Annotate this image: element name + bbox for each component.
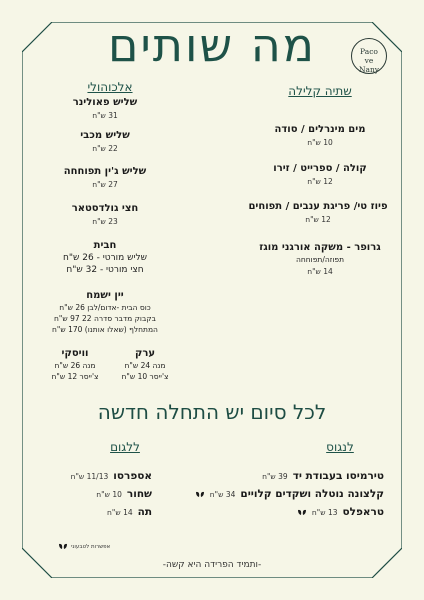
page-title: מה שותים	[107, 18, 317, 72]
light-heading: שתיה קלילה	[288, 84, 352, 98]
list-item: קלצונה נוטלה ושקדים קלויים 34 ש"ח	[195, 488, 384, 500]
list-item: טראפלס 13 ש"ח	[297, 506, 384, 518]
alcoholic-heading: אלכוהולי	[87, 80, 133, 94]
list-item: שליש פאולינר 31 ש"ח	[72, 97, 138, 120]
list-item: פיוז טי/ פריגת ענבים / תפוחים 12 ש"ח	[248, 201, 388, 224]
sip-heading: ללגום	[110, 440, 140, 454]
list-item: שליש ג'ין תפוחחה 27 ש"ח	[63, 166, 147, 189]
logo: Paco ve Nany	[351, 38, 387, 74]
list-item: שליש מכבי 22 ש"ח	[80, 130, 130, 153]
list-item: קולה / ספרייט / זירו 12 ש"ח	[273, 163, 367, 186]
list-item: גרופר - משקה אורגני מוגז תפוזה/תפוחחה 14 ש"ח	[259, 242, 381, 276]
keg-item: חבית שליש מורטי - 26 ש"ח חצי מורטי - 32 ש"ח	[63, 240, 147, 275]
list-item: חצי גולדסטאר 23 ש"ח	[71, 203, 139, 226]
leaf-icon	[297, 509, 307, 516]
list-item: אספרסו 11/13 ש"ח	[70, 470, 152, 482]
list-item: טירמיסו בעבודת יד 39 ש"ח	[262, 470, 384, 482]
arak-item: ערק מנה 24 ש"ח צ'ייסר 10 ש"ח	[121, 348, 169, 381]
leaf-icon	[195, 491, 205, 498]
list-item: מים מינרלים / סודה 10 ש"ח	[274, 124, 366, 147]
tagline: לכל סיום יש התחלה חדשה	[97, 400, 327, 424]
list-item: תה 14 ש"ח	[107, 506, 152, 518]
wine-item: יין ישמח כוס הבית -אדום/לבן 26 ש"ח בקבוק מדבר סדרה 22 97 ש"ח המתחלף (שאלו אותנו) 170 ש"ח	[52, 290, 158, 334]
leaf-icon	[58, 543, 68, 550]
bite-heading: לנגוס	[326, 440, 354, 454]
list-item: שחור 10 ש"ח	[96, 488, 152, 500]
footer: -ותמיד הפרידה היא קשה-	[162, 560, 262, 570]
whisky-item: וויסקי מנה 26 ש"ח צ'ייסר 12 ש"ח	[51, 348, 99, 381]
vegan-note: אפשרות לטבעוני	[58, 543, 110, 550]
